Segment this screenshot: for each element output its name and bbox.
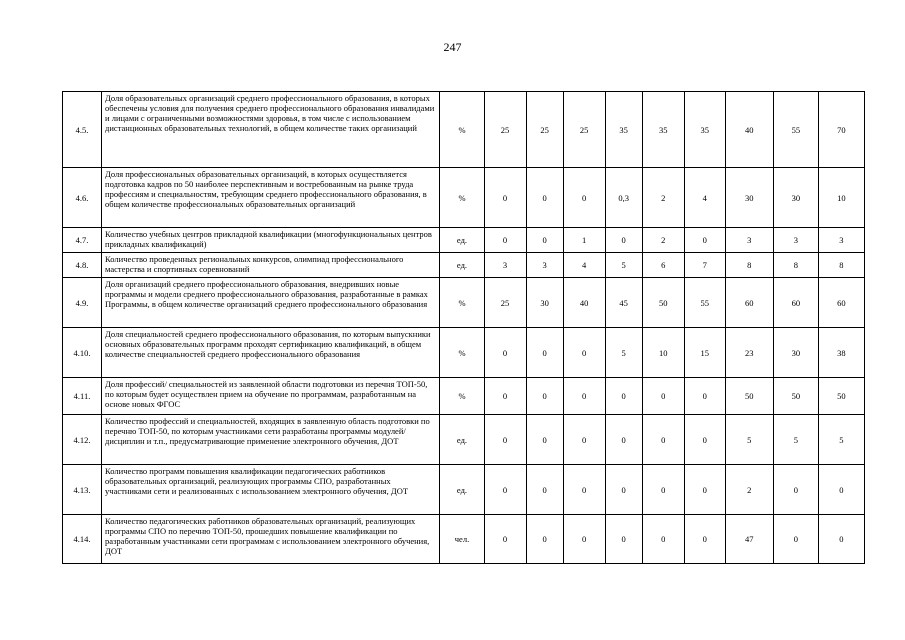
- indicator-value: 50: [818, 378, 864, 415]
- table-row: [63, 465, 865, 515]
- indicator-value: 25: [563, 92, 605, 168]
- indicator-value: 60: [818, 278, 864, 328]
- indicator-value: 30: [725, 168, 773, 228]
- indicator-unit: ед.: [440, 253, 484, 278]
- indicator-value: 3: [526, 253, 563, 278]
- indicator-value: 35: [605, 92, 642, 168]
- indicator-value: 0: [526, 378, 563, 415]
- indicator-value: 23: [725, 328, 773, 378]
- indicator-value: 10: [818, 168, 864, 228]
- indicator-value: 40: [725, 92, 773, 168]
- indicator-value: 0: [642, 465, 684, 515]
- indicator-value: 0: [526, 168, 563, 228]
- indicator-number: 4.13.: [63, 465, 102, 515]
- indicator-value: 0: [605, 465, 642, 515]
- indicator-value: 50: [773, 378, 818, 415]
- indicator-value: 0: [684, 378, 725, 415]
- indicator-number: 4.11.: [63, 378, 102, 415]
- indicator-value: 50: [725, 378, 773, 415]
- indicator-value: 30: [773, 328, 818, 378]
- indicator-value: 0: [818, 465, 864, 515]
- table-row: [63, 228, 865, 253]
- indicator-value: 0: [484, 228, 526, 253]
- indicator-number: 4.7.: [63, 228, 102, 253]
- indicator-description: Количество профессий и специальностей, входящих в заявленную область подготовки по перечню ТОП-50, по которым участниками сети разработаны программы модулей/ дисциплин и т.п., предусматривающие применение электронного обучения, ДОТ: [102, 415, 440, 465]
- indicator-description: Количество проведенных региональных конкурсов, олимпиад профессионального мастерства и спортивных соревнований: [102, 253, 440, 278]
- table-row: [63, 278, 865, 328]
- indicator-value: 0: [642, 515, 684, 564]
- indicator-value: 25: [526, 92, 563, 168]
- indicator-value: 47: [725, 515, 773, 564]
- indicator-value: 3: [725, 228, 773, 253]
- indicator-value: 2: [725, 465, 773, 515]
- indicator-value: 60: [773, 278, 818, 328]
- indicators-table: [62, 91, 865, 564]
- indicator-value: 5: [605, 328, 642, 378]
- indicator-description: Количество программ повышения квалификации педагогических работников образовательных организаций, реализующих программы СПО, разработанных участниками сети и реализованных с использованием электронного обучения, ДОТ: [102, 465, 440, 515]
- indicator-value: 0: [563, 415, 605, 465]
- indicator-value: 30: [773, 168, 818, 228]
- indicator-value: 45: [605, 278, 642, 328]
- table-row: [63, 415, 865, 465]
- indicator-value: 2: [642, 228, 684, 253]
- indicator-value: 40: [563, 278, 605, 328]
- indicator-value: 0: [526, 515, 563, 564]
- indicator-value: 2: [642, 168, 684, 228]
- indicators-table-body: [63, 92, 865, 564]
- table-row: [63, 168, 865, 228]
- table-row: [63, 515, 865, 564]
- indicator-value: 0: [563, 378, 605, 415]
- indicator-value: 0: [605, 228, 642, 253]
- indicator-value: 0: [642, 378, 684, 415]
- indicator-value: 5: [773, 415, 818, 465]
- indicator-unit: чел.: [440, 515, 484, 564]
- indicator-value: 8: [725, 253, 773, 278]
- indicator-number: 4.14.: [63, 515, 102, 564]
- indicator-value: 0: [818, 515, 864, 564]
- indicator-description: Количество педагогических работников образовательных организаций, реализующих программы СПО по перечню ТОП-50, прошедших повышение квалификации по разработанным участниками сети программам с использованием электронного обучения, ДОТ: [102, 515, 440, 564]
- indicator-unit: %: [440, 92, 484, 168]
- indicator-value: 0: [605, 378, 642, 415]
- indicator-value: 0: [605, 515, 642, 564]
- indicator-value: 55: [773, 92, 818, 168]
- indicator-unit: ед.: [440, 415, 484, 465]
- indicator-description: Доля профессиональных образовательных организаций, в которых осуществляется подготовка кадров по 50 наиболее перспективным и востребованным на рынке труда профессиям и специальностям, требующим среднего профессионального образования, в общем количестве профессиональных образовательных организаций: [102, 168, 440, 228]
- indicator-value: 38: [818, 328, 864, 378]
- indicator-value: 10: [642, 328, 684, 378]
- indicator-value: 25: [484, 278, 526, 328]
- indicator-value: 3: [818, 228, 864, 253]
- indicator-value: 70: [818, 92, 864, 168]
- indicator-value: 0: [526, 228, 563, 253]
- indicator-value: 0: [773, 465, 818, 515]
- indicator-value: 30: [526, 278, 563, 328]
- indicator-value: 0,3: [605, 168, 642, 228]
- indicator-unit: ед.: [440, 465, 484, 515]
- indicator-value: 0: [484, 515, 526, 564]
- indicator-number: 4.12.: [63, 415, 102, 465]
- table-row: [63, 92, 865, 168]
- page-number: 247: [443, 40, 462, 54]
- indicator-value: 0: [563, 515, 605, 564]
- indicator-number: 4.10.: [63, 328, 102, 378]
- indicator-value: 0: [526, 415, 563, 465]
- indicator-description: Доля профессий/ специальностей из заявленной области подготовки из перечня ТОП-50, по которым будет осуществлен прием на обучение по программам, разработанным на основе новых ФГОС: [102, 378, 440, 415]
- indicator-number: 4.8.: [63, 253, 102, 278]
- indicator-value: 25: [484, 92, 526, 168]
- indicator-value: 7: [684, 253, 725, 278]
- indicator-value: 60: [725, 278, 773, 328]
- indicator-value: 0: [605, 415, 642, 465]
- indicator-value: 0: [526, 328, 563, 378]
- indicator-value: 6: [642, 253, 684, 278]
- indicator-value: 0: [563, 465, 605, 515]
- indicator-value: 0: [484, 168, 526, 228]
- indicator-value: 3: [484, 253, 526, 278]
- indicator-value: 0: [684, 515, 725, 564]
- indicator-value: 0: [484, 465, 526, 515]
- indicator-value: 5: [725, 415, 773, 465]
- indicator-value: 8: [773, 253, 818, 278]
- indicator-value: 5: [818, 415, 864, 465]
- indicator-description: Доля специальностей среднего профессионального образования, по которым выпускники основных образовательных программ проходят сертификацию квалификаций, в общем количестве специальностей среднего профессионального образования: [102, 328, 440, 378]
- indicator-value: 3: [773, 228, 818, 253]
- indicator-value: 0: [642, 415, 684, 465]
- indicator-value: 0: [526, 465, 563, 515]
- indicator-value: 4: [684, 168, 725, 228]
- indicator-description: Доля организаций среднего профессионального образования, внедривших новые программы и модели среднего профессионального образования, разработанные в рамках Программы, в общем количестве организаций среднего профессионального образования: [102, 278, 440, 328]
- indicator-unit: %: [440, 278, 484, 328]
- indicator-value: 0: [484, 415, 526, 465]
- indicator-value: 8: [818, 253, 864, 278]
- indicator-value: 1: [563, 228, 605, 253]
- indicator-unit: %: [440, 168, 484, 228]
- indicator-value: 0: [684, 415, 725, 465]
- indicator-value: 50: [642, 278, 684, 328]
- table-row: [63, 328, 865, 378]
- indicator-unit: %: [440, 328, 484, 378]
- table-row: [63, 253, 865, 278]
- indicator-value: 0: [684, 465, 725, 515]
- indicator-description: Количество учебных центров прикладной квалификации (многофункциональных центров прикладных квалификаций): [102, 228, 440, 253]
- indicator-description: Доля образовательных организаций среднего профессионального образования, в которых обеспечены условия для получения среднего профессионального образования инвалидами и лицами с ограниченными возможностями здоровья, в том числе с использованием дистанционных образовательных технологий, в общем количестве таких организаций: [102, 92, 440, 168]
- table-row: [63, 378, 865, 415]
- indicator-number: 4.5.: [63, 92, 102, 168]
- indicator-unit: ед.: [440, 228, 484, 253]
- indicator-number: 4.6.: [63, 168, 102, 228]
- indicator-number: 4.9.: [63, 278, 102, 328]
- indicator-value: 0: [484, 328, 526, 378]
- indicator-value: 0: [484, 378, 526, 415]
- indicator-value: 4: [563, 253, 605, 278]
- indicator-value: 5: [605, 253, 642, 278]
- indicator-value: 15: [684, 328, 725, 378]
- indicator-value: 0: [773, 515, 818, 564]
- indicator-value: 55: [684, 278, 725, 328]
- indicator-unit: %: [440, 378, 484, 415]
- indicator-value: 35: [642, 92, 684, 168]
- indicator-value: 35: [684, 92, 725, 168]
- indicator-value: 0: [563, 168, 605, 228]
- indicator-value: 0: [563, 328, 605, 378]
- indicator-value: 0: [684, 228, 725, 253]
